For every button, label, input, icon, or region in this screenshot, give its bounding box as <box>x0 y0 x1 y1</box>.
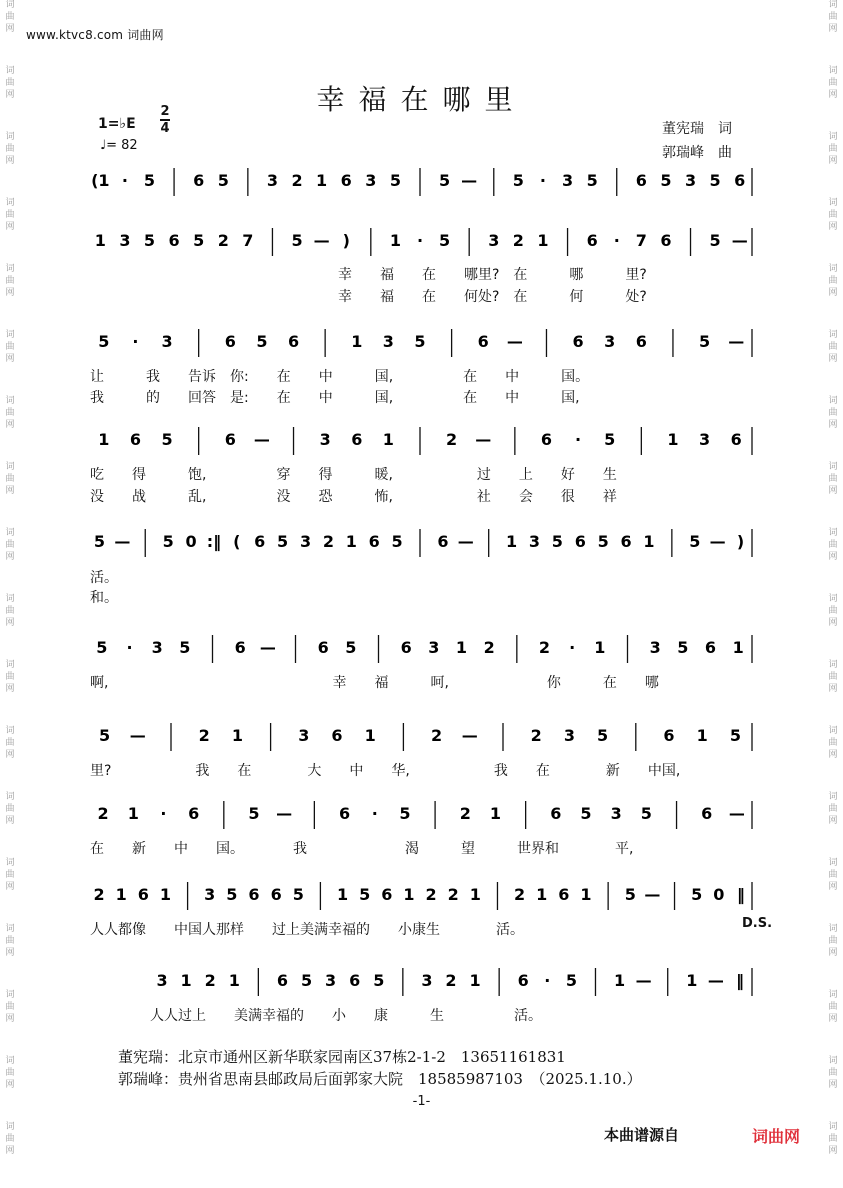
score-note: 6 <box>224 332 236 351</box>
score-note: — <box>457 532 474 551</box>
song-title: 幸福在哪里 <box>316 83 527 116</box>
score-note: 5 <box>389 171 401 190</box>
score-note: 6 <box>349 971 361 990</box>
score-note: 6 <box>351 430 363 449</box>
score-note: · <box>575 430 582 449</box>
score-note: 5 <box>98 332 110 351</box>
score-note: 1 <box>469 885 481 904</box>
score-note: 6 <box>168 231 180 250</box>
score-note: 2 <box>447 885 459 904</box>
score-note: 6 <box>381 885 393 904</box>
score-note: ‖ <box>735 971 744 990</box>
lyricist-credit: 董宪瑞 词 <box>662 121 732 137</box>
score-note: 3 <box>266 171 279 190</box>
score-note: — <box>475 430 492 449</box>
score-note: 5 <box>689 532 701 551</box>
ds-marking: D.S. <box>742 916 773 931</box>
score-note: 6 <box>234 638 246 657</box>
score-note: 5 <box>256 332 268 351</box>
score-note: 6 <box>437 532 449 551</box>
score-note: 5 <box>624 885 636 904</box>
score-note: 1 <box>696 726 708 745</box>
score-note: 1 <box>98 430 110 449</box>
score-note: 6 <box>287 332 300 351</box>
score-note: 3 <box>649 638 661 657</box>
score-note: 3 <box>151 638 163 657</box>
score-note: · <box>544 971 551 990</box>
score-note: · <box>121 171 128 190</box>
lyric-line-3a: 让 我 告诉 你: 在 中 国, 在 中 国。 <box>90 369 590 385</box>
score-note: — <box>259 638 276 657</box>
score-note: — <box>461 726 478 745</box>
site-header[interactable]: www.ktvc8.com 词曲网 <box>26 28 164 42</box>
score-note: 0 <box>713 885 725 904</box>
score-note: 2 <box>204 971 216 990</box>
score-note: ‖ <box>736 885 745 904</box>
score-note: — <box>709 532 726 551</box>
score-note: — <box>276 804 293 823</box>
score-note: 3 <box>119 231 131 250</box>
score-note: 1 <box>667 430 679 449</box>
score-note: 2 <box>445 971 457 990</box>
score-note: 6 <box>137 885 149 904</box>
score-note: 3 <box>161 332 173 351</box>
score-note: 5 <box>162 532 174 551</box>
score-note: 6 <box>368 532 380 551</box>
score-note: 1 <box>228 971 240 990</box>
score-note: 6 <box>340 171 352 190</box>
score-note: · <box>539 171 547 190</box>
score-note: 5 <box>551 532 563 551</box>
score-note: 6 <box>586 231 598 250</box>
score-note: 6 <box>540 430 553 449</box>
score-note: ) <box>736 532 745 551</box>
score-note: — <box>313 231 330 250</box>
score-note: 6 <box>572 332 584 351</box>
score-note: 5 <box>586 171 598 190</box>
score-note: · <box>126 638 133 657</box>
score-note: 6 <box>331 726 343 745</box>
score-note: — <box>728 332 745 351</box>
watermark-right: 词 曲 网 词 曲 网 词 曲 网 词 曲 网 词 曲 网 词 曲 网 词 曲 网 词 曲 网 词 曲 网 词 曲 网 词 曲 网 词 曲 网 词 曲 网 词 曲 网 词 曲 网 词 曲 网 词 曲 网 词 曲 网 <box>828 0 838 1156</box>
score-note: 2 <box>291 171 303 190</box>
score-note: 6 <box>635 171 647 190</box>
score-note: 2 <box>512 231 524 250</box>
score-note: 2 <box>425 885 437 904</box>
score-note: 5 <box>512 171 524 190</box>
key-signature: 1=♭E <box>98 116 136 132</box>
score-note: — <box>731 231 748 250</box>
score-note: 5 <box>565 971 577 990</box>
lyric-line-2a: 幸 福 在 哪里? 在 哪 里? <box>338 267 647 283</box>
score-note: 5 <box>99 726 111 745</box>
score-note: 2 <box>459 804 471 823</box>
score-note: 1 <box>489 804 502 823</box>
score-note: 6 <box>704 638 717 657</box>
score-note: · <box>569 638 576 657</box>
score-note: :‖ <box>206 532 222 551</box>
score-note: 1 <box>94 231 106 250</box>
lyric-line-6: 啊, 幸 福 呵, 你 在 哪 <box>90 675 659 691</box>
score-note: 6 <box>574 532 586 551</box>
score-note: 6 <box>254 532 266 551</box>
watermark-left: 词 曲 网 词 曲 网 词 曲 网 词 曲 网 词 曲 网 词 曲 网 词 曲 网 词 曲 网 词 曲 网 词 曲 网 词 曲 网 词 曲 网 词 曲 网 词 曲 网 词 曲 网 词 曲 网 词 曲 网 词 曲 网 <box>5 0 15 1156</box>
score-note: 3 <box>528 532 541 551</box>
score-note: 5 <box>226 885 238 904</box>
contact-lyricist: 董宪瑞：北京市通州区新华联家园南区37栋2-1-2 13651161831 <box>118 1048 566 1066</box>
score-note: 6 <box>730 430 742 449</box>
score-note: 1 <box>469 971 481 990</box>
score-note: 5 <box>414 332 426 351</box>
score-note: 0 <box>185 532 197 551</box>
score-note: 5 <box>604 430 616 449</box>
score-note: 5 <box>291 231 303 250</box>
score-note: 6 <box>129 430 141 449</box>
score-note: 6 <box>276 971 289 990</box>
lyric-line-4a: 吃 得 饱, 穿 得 暖, 过 上 好 生 <box>90 467 617 483</box>
lyric-line-5b: 和。 <box>90 590 118 606</box>
score-note: 1 <box>580 885 592 904</box>
score-note: — <box>461 171 478 190</box>
score-note: 6 <box>270 885 282 904</box>
score-note: 7 <box>242 231 254 250</box>
score-note: 6 <box>400 638 412 657</box>
score-note: 1 <box>364 726 376 745</box>
score-note: 1 <box>345 532 357 551</box>
score-note: 1 <box>403 885 415 904</box>
score-note: 5 <box>640 804 652 823</box>
score-note: · <box>371 804 378 823</box>
score-note: 3 <box>428 638 440 657</box>
lyric-line-5a: 活。 <box>90 570 118 586</box>
score-note: 3 <box>325 971 337 990</box>
lyric-line-3b: 我 的 回答 是: 在 中 国, 在 中 国, <box>90 390 580 406</box>
score-note: 6 <box>550 804 562 823</box>
score-note: 1 <box>127 804 139 823</box>
score-note: 1 <box>506 532 518 551</box>
score-note: 5 <box>161 430 173 449</box>
score-note: 7 <box>635 231 647 250</box>
score-note: 5 <box>193 231 205 250</box>
score-note: 5 <box>439 231 451 250</box>
score-note: 3 <box>684 171 697 190</box>
score-note: 5 <box>677 638 689 657</box>
source-label: 本曲谱源自 <box>604 1126 680 1144</box>
lyric-line-8: 在 新 中 国。 我 渴 望 世界和 平, <box>90 841 634 857</box>
score-note: — <box>644 885 661 904</box>
score-note: ) <box>342 231 350 250</box>
score-note: 6 <box>317 638 329 657</box>
score-note: 5 <box>391 532 403 551</box>
score-note: 3 <box>299 532 312 551</box>
score-note: 6 <box>188 804 200 823</box>
score-note: — <box>506 332 523 351</box>
score-note: 5 <box>217 171 229 190</box>
score-note: 5 <box>143 231 156 250</box>
page-number: -1- <box>412 1094 431 1109</box>
score-note: 1 <box>537 231 549 250</box>
time-signature-bottom: 4 <box>160 121 170 136</box>
score-note: 5 <box>373 971 385 990</box>
score-note: ( <box>233 532 241 551</box>
score-note: 6 <box>193 171 205 190</box>
score-note: 1 <box>643 532 655 551</box>
score-note: 5 <box>300 971 313 990</box>
score-note: 5 <box>709 171 721 190</box>
score-note: 5 <box>729 726 741 745</box>
score-note: 1 <box>159 885 172 904</box>
lyric-line-7: 里? 我 在 大 中 华, 我 在 新 中国, <box>90 763 681 779</box>
score-note: — <box>114 532 131 551</box>
score-note: 3 <box>319 430 331 449</box>
score-note: 2 <box>431 726 443 745</box>
score-note: (1 <box>91 171 110 190</box>
score-note: 5 <box>359 885 371 904</box>
score-note: — <box>635 971 652 990</box>
score-note: 1 <box>231 726 243 745</box>
score-note: 1 <box>336 885 349 904</box>
score-note: 3 <box>699 430 711 449</box>
score-note: 5 <box>699 332 711 351</box>
score-note: 1 <box>316 171 328 190</box>
lyric-line-4b: 没 战 乱, 没 恐 怖, 社 会 很 祥 <box>90 489 617 505</box>
score-note: · <box>613 231 620 250</box>
score-note: 2 <box>198 726 210 745</box>
score-note: 5 <box>580 804 592 823</box>
score-note: 3 <box>563 726 575 745</box>
score-note: — <box>707 971 724 990</box>
score-note: 5 <box>345 638 357 657</box>
score-note: 2 <box>93 885 105 904</box>
score-note: 2 <box>217 231 229 250</box>
score-note: 3 <box>156 971 168 990</box>
score-note: 1 <box>455 638 468 657</box>
score-note: 2 <box>538 638 551 657</box>
score-note: 5 <box>709 231 721 250</box>
score-note: 2 <box>446 430 458 449</box>
score-note: 1 <box>594 638 606 657</box>
tempo-marking: ♩= 82 <box>100 138 138 153</box>
score-note: 3 <box>488 231 500 250</box>
score-note: 6 <box>248 885 260 904</box>
lyric-line-10: 人人过上 美满幸福的 小 康 生 活。 <box>150 1008 542 1024</box>
composer-credit: 郭瑞峰 曲 <box>662 145 732 161</box>
score-note: · <box>416 231 424 250</box>
score-note: 6 <box>663 726 675 745</box>
score-note: 3 <box>610 804 622 823</box>
score-note: — <box>253 430 270 449</box>
score-note: 3 <box>365 171 377 190</box>
score-note: 1 <box>389 231 401 250</box>
score-note: 5 <box>93 532 106 551</box>
score-note: 6 <box>734 171 746 190</box>
score-note: 6 <box>701 804 713 823</box>
score-note: 5 <box>439 171 451 190</box>
score-note: 3 <box>382 332 394 351</box>
score-note: 6 <box>635 332 647 351</box>
score-note: 5 <box>660 171 672 190</box>
score-note: 3 <box>204 885 216 904</box>
score-note: 5 <box>179 638 191 657</box>
score-note: 5 <box>292 885 304 904</box>
score-note: — <box>129 726 146 745</box>
lyric-line-2b: 幸 福 在 何处? 在 何 处? <box>338 289 647 305</box>
score-note: 2 <box>514 885 526 904</box>
score-note: 2 <box>483 638 495 657</box>
score-note: 3 <box>421 971 433 990</box>
score-note: 3 <box>298 726 310 745</box>
score-note: 6 <box>558 885 570 904</box>
score-note: 1 <box>732 638 744 657</box>
score-note: 6 <box>338 804 351 823</box>
score-note: 1 <box>351 332 363 351</box>
score-note: · <box>132 332 139 351</box>
score-note: 2 <box>97 804 109 823</box>
brand-link[interactable]: 词曲网 <box>752 1127 801 1146</box>
contact-composer: 郭瑞峰：贵州省思南县邮政局后面郭家大院 18585987103 （2025.1.10.） <box>118 1070 642 1088</box>
score-note: 6 <box>477 332 489 351</box>
score-note: 1 <box>115 885 127 904</box>
score-note: 1 <box>536 885 548 904</box>
score-note: 2 <box>322 532 334 551</box>
score-note: · <box>160 804 167 823</box>
time-signature-top: 2 <box>160 104 170 119</box>
score-note: 6 <box>660 231 672 250</box>
score-note: 1 <box>613 971 626 990</box>
lyric-line-9: 人人都像 中国人那样 过上美满幸福的 小康生 活。 <box>90 922 524 938</box>
score-note: 5 <box>597 532 609 551</box>
score-note: 6 <box>517 971 529 990</box>
score-note: 3 <box>561 171 574 190</box>
score-note: 5 <box>143 171 156 190</box>
score-note: 6 <box>224 430 236 449</box>
score-note: 5 <box>597 726 609 745</box>
score-note: — <box>728 804 745 823</box>
score-note: 1 <box>686 971 698 990</box>
score-note: 5 <box>96 638 108 657</box>
score-note: 1 <box>382 430 394 449</box>
score-note: 2 <box>530 726 542 745</box>
score-note: 5 <box>277 532 289 551</box>
score-note: 5 <box>399 804 411 823</box>
score-note: 5 <box>691 885 703 904</box>
score-note: 5 <box>248 804 260 823</box>
score-note: 1 <box>180 971 192 990</box>
score-note: 3 <box>604 332 616 351</box>
score-note: 6 <box>620 532 632 551</box>
